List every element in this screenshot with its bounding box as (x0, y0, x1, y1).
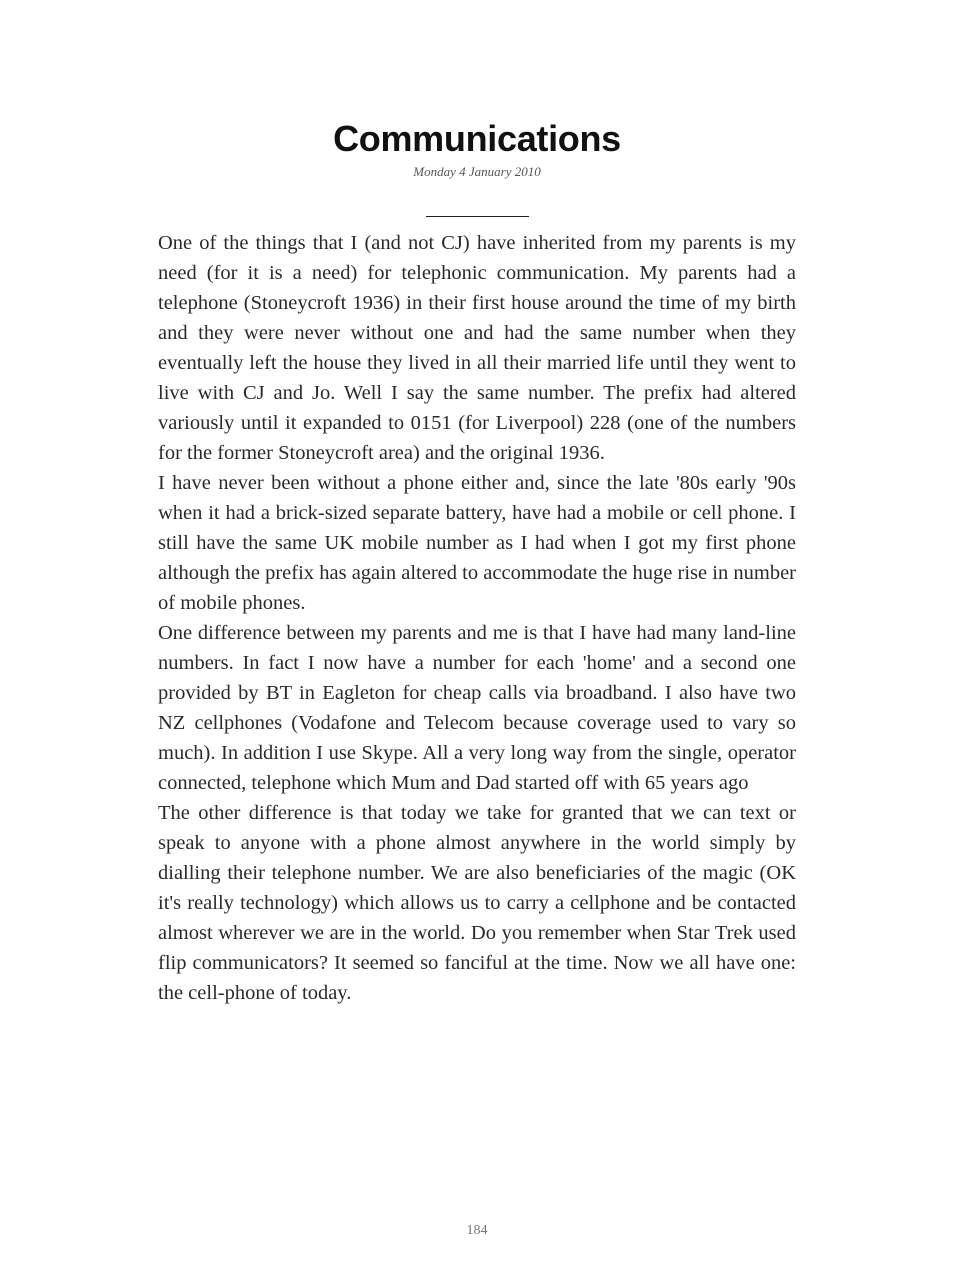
paragraph: One of the things that I (and not CJ) have inherited from my parents is my need (for it is a need) for telephonic communication. My parents had a telephone (Stoneycroft 1936) in their first house around the time of my birth and they were never without one and had the same number when they eventually left the house they lived in all their married life until they went to live with CJ and Jo. Well I say the same number. The prefix had altered variously until it expanded to 0151 (for Liverpool) 228 (one of the numbers for the former Stoneycroft area) and the original 1936. (158, 232, 796, 464)
paragraph: I have never been without a phone either and, since the late '80s early '90s when it had a brick-sized separate battery, have had a mobile or cell phone. I still have the same UK mobile number as I had when I got my first phone although the prefix has again altered to accommodate the huge rise in number of mobile phones. (158, 472, 796, 614)
article-body (158, 228, 796, 1008)
page-title: Communications (333, 118, 621, 159)
title-divider (426, 216, 529, 217)
entry-date: Monday 4 January 2010 (413, 164, 541, 179)
paragraph: The other difference is that today we take for granted that we can text or speak to anyone with a phone almost anywhere in the world simply by dialling their telephone number. We are also beneficiaries of the magic (OK it's really technology) which allows us to carry a cellphone and be contacted almost wherever we are in the world. Do you remember when Star Trek used flip communicators? It seemed so fanciful at the time. Now we all have one: the cell-phone of today. (158, 802, 796, 1004)
paragraph: One difference between my parents and me is that I have had many land-line numbers. In fact I now have a number for each 'home' and a second one provided by BT in Eagleton for cheap calls via broadband. I also have two NZ cellphones (Vodafone and Telecom because coverage used to vary so much). In addition I use Skype. All a very long way from the single, operator connected, telephone which Mum and Dad started off with 65 years ago (158, 622, 796, 794)
page-number: 184 (466, 1223, 488, 1238)
